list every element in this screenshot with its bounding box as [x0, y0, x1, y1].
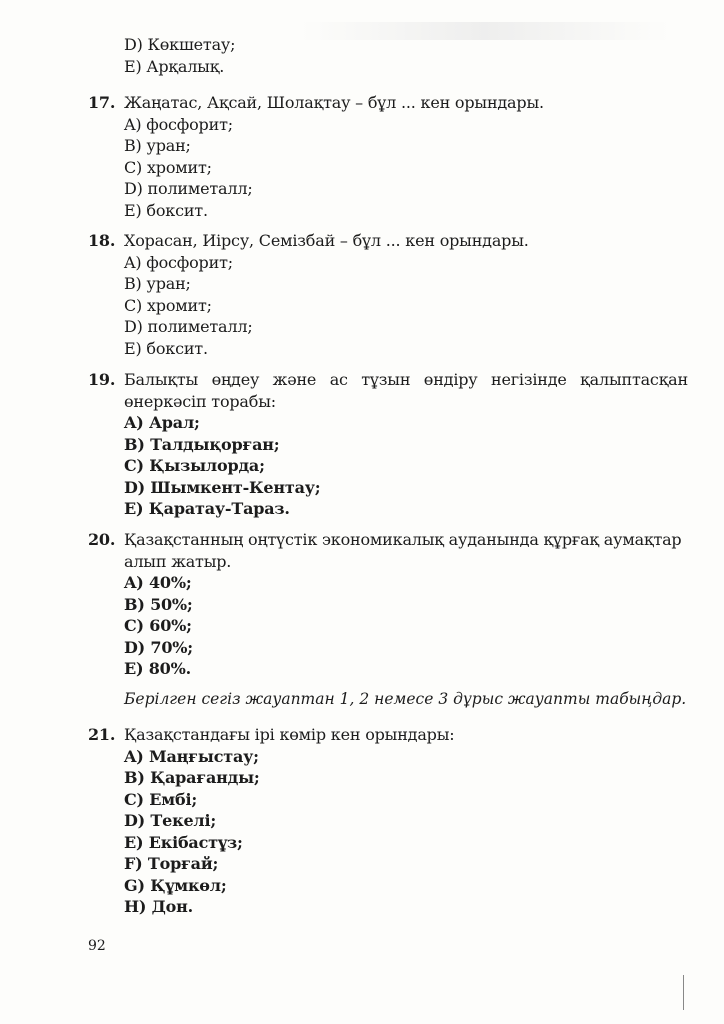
question-number: 21. [88, 725, 116, 744]
previous-question-options [88, 34, 724, 77]
question-19 [88, 369, 688, 520]
question-18 [88, 230, 688, 359]
question-text: Балықты өңдеу және ас тұзын өндіру негізінде қалыптасқан өнеркәсіп торабы: [124, 370, 688, 411]
option: D) полиметалл; [124, 179, 253, 198]
question-text: Қазақстанның оңтүстік экономикалық ауданында құрғақ аумақтар алып жатыр. [124, 530, 682, 571]
option: F) Торғай; [124, 854, 219, 873]
question-number: 18. [88, 231, 116, 250]
option: B) 50%; [124, 594, 193, 614]
option: B) Қарағанды; [124, 768, 260, 787]
option: B) Талдықорған; [124, 434, 280, 454]
option: E) Арқалық. [124, 56, 225, 76]
option: C) хромит; [124, 157, 212, 177]
option: E) боксит. [124, 338, 208, 358]
option: C) Қызылорда; [124, 456, 265, 475]
option: A) фосфорит; [124, 252, 233, 272]
question-text: Хорасан, Иірсу, Семізбай – бұл ... кен орындары. [124, 231, 529, 250]
instruction-text: Берілген сегіз жауаптан 1, 2 немесе 3 дұрыс жауапты табыңдар. [124, 690, 687, 708]
page-edge-mark [683, 975, 684, 1010]
option: E) 80%. [124, 659, 191, 678]
question-text: Қазақстандағы ірі көмір кен орындары: [124, 725, 455, 744]
option: A) 40%; [124, 573, 192, 592]
option: D) полиметалл; [124, 317, 253, 336]
option: A) Маңғыстау; [124, 746, 259, 766]
option: D) Көкшетау; [124, 35, 236, 54]
question-20 [88, 529, 688, 680]
option: C) хромит; [124, 295, 212, 315]
question-number: 19. [88, 370, 116, 389]
option: E) Екібастұз; [124, 832, 243, 852]
option: D) Шымкент-Кентау; [124, 477, 321, 497]
question-text: Жаңатас, Ақсай, Шолақтау – бұл ... кен орындары. [124, 93, 544, 112]
option: G) Құмкөл; [124, 875, 227, 895]
option: E) Қаратау-Тараз. [124, 499, 290, 518]
page-number: 92 [88, 938, 106, 954]
option: B) уран; [124, 136, 191, 155]
option: E) боксит. [124, 200, 208, 220]
option: D) Текелі; [124, 811, 217, 830]
option: A) фосфорит; [124, 114, 233, 134]
question-number: 17. [88, 93, 116, 112]
option: H) Дон. [124, 897, 194, 916]
question-17 [88, 92, 688, 221]
question-21 [88, 724, 688, 918]
option: A) Арал; [124, 413, 200, 432]
option: D) 70%; [124, 637, 193, 657]
option: C) Ембі; [124, 789, 198, 809]
option: C) 60%; [124, 616, 192, 635]
option: B) уран; [124, 274, 191, 293]
question-number: 20. [88, 530, 116, 549]
